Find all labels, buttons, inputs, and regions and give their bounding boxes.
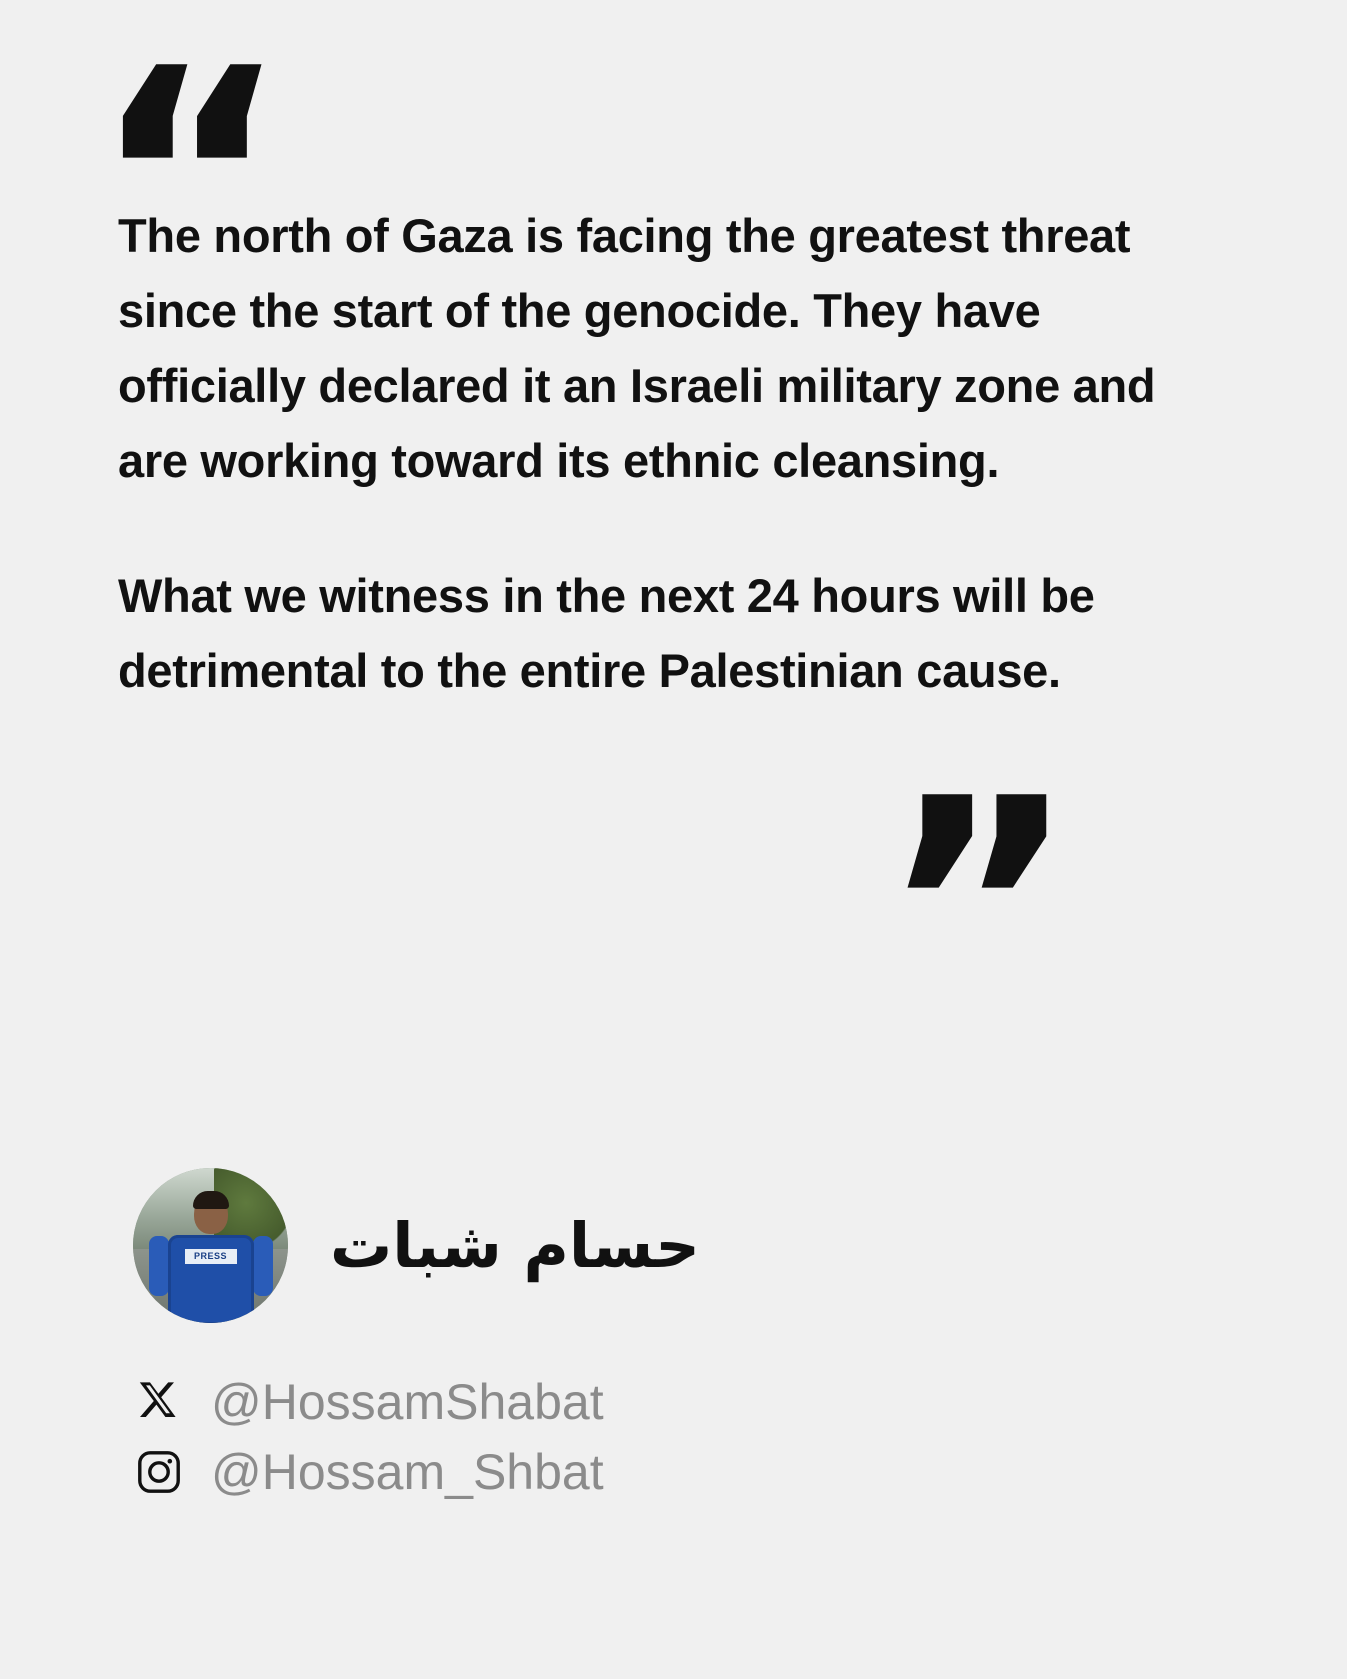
avatar <box>133 1168 288 1323</box>
handle-row-instagram[interactable] <box>133 1446 604 1498</box>
instagram-icon <box>133 1446 185 1498</box>
opening-quote-mark: “ <box>92 5 284 354</box>
author-row <box>133 1168 700 1323</box>
quote-paragraph-2: What we witness in the next 24 hours will be detrimental to the entire Palestinian cause. <box>118 569 1095 697</box>
author-name: حسام شبات <box>330 1208 700 1282</box>
avatar-press-badge: PRESS <box>185 1249 237 1264</box>
x-icon <box>133 1376 185 1428</box>
handle-instagram-text: @Hossam_Shbat <box>211 1444 604 1500</box>
avatar-shoulder-left <box>149 1236 169 1296</box>
avatar-shoulder-right <box>253 1236 273 1296</box>
quote-paragraph-1: The north of Gaza is facing the greatest threat since the start of the genocide. They have officially declared it an Israeli military zone and are working toward its ethnic cleansing. <box>118 209 1156 487</box>
handle-x-text: @HossamShabat <box>211 1374 604 1430</box>
handle-row-x[interactable] <box>133 1376 604 1428</box>
quote-text <box>118 198 1228 708</box>
avatar-hair <box>193 1191 229 1209</box>
social-handles <box>133 1376 604 1516</box>
closing-quote-mark: ” <box>880 735 1072 1084</box>
